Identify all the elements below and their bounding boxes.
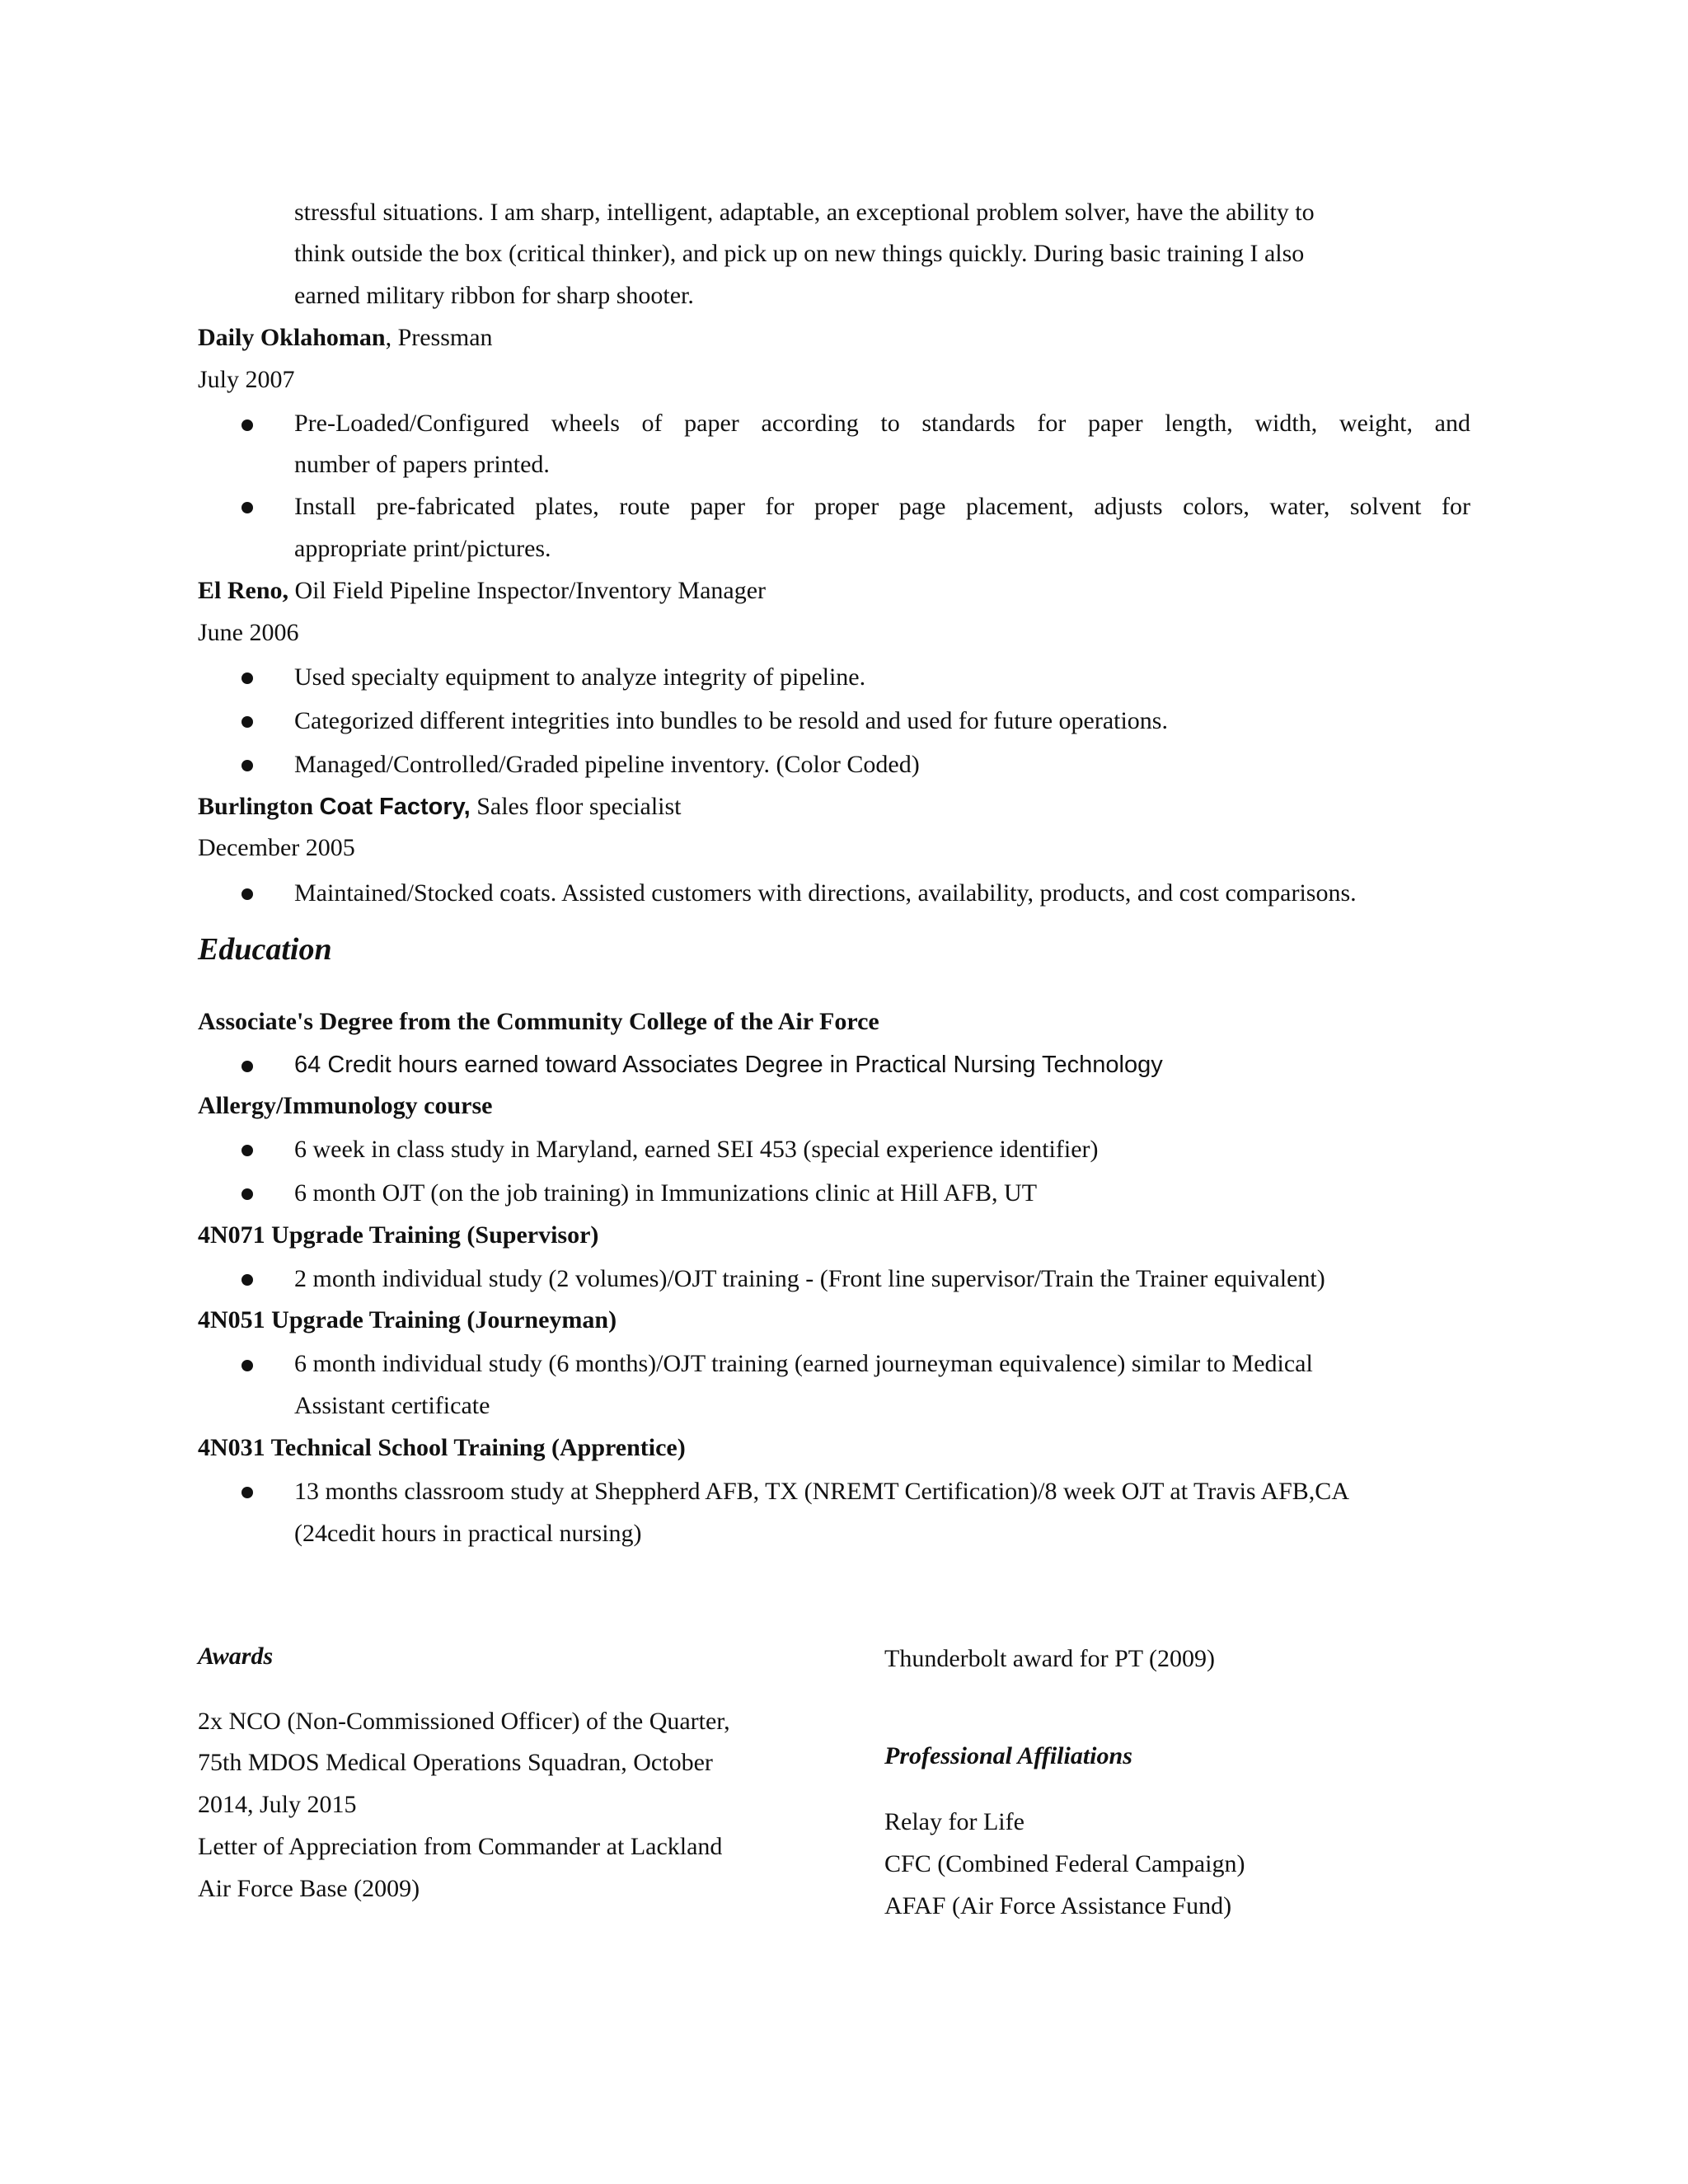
bullet-icon <box>241 1487 253 1498</box>
education-bullet-text-cont: Assistant certificate <box>294 1392 490 1419</box>
bullet-icon <box>241 1274 253 1286</box>
education-heading: Education <box>198 932 332 967</box>
job-bullet-text: Categorized different integrities into bundles to be resold and used for future operations. <box>294 707 1168 734</box>
job-bullet-text: Managed/Controlled/Graded pipeline inventory. (Color Coded) <box>294 751 920 778</box>
job-company: Daily Oklahoman <box>198 324 386 351</box>
affiliation-item: CFC (Combined Federal Campaign) <box>884 1850 1245 1877</box>
bullet-icon <box>241 419 253 431</box>
affiliations-heading: Professional Affiliations <box>884 1742 1132 1769</box>
job-heading <box>198 323 493 353</box>
job-bullet-text: Maintained/Stocked coats. Assisted customers with directions, availability, products, and cost comparisons. <box>294 879 1357 907</box>
job-title: Oil Field Pipeline Inspector/Inventory Manager <box>288 577 767 604</box>
job-company: El Reno, <box>198 577 289 604</box>
bullet-icon <box>241 888 253 900</box>
job-heading <box>198 576 766 606</box>
bullet-icon <box>241 1145 253 1156</box>
affiliation-item: Relay for Life <box>884 1808 1025 1835</box>
job-bullet-text-cont: number of papers printed. <box>294 451 550 478</box>
bullet-icon <box>241 502 253 513</box>
job-bullet-text: Used specialty equipment to analyze integrity of pipeline. <box>294 663 866 691</box>
job-title: , Pressman <box>385 324 493 351</box>
awards-line: Air Force Base (2009) <box>198 1875 420 1902</box>
education-bullet-text: 13 months classroom study at Sheppherd AFB, TX (NREMT Certification)/8 week OJT at Travis AFB,CA <box>294 1478 1349 1505</box>
education-item-title: 4N051 Upgrade Training (Journeyman) <box>198 1306 617 1333</box>
bullet-icon <box>241 760 253 771</box>
education-item-title: Allergy/Immunology course <box>198 1092 493 1119</box>
intro-line-3: earned military ribbon for sharp shooter. <box>294 282 694 309</box>
bullet-icon <box>241 673 253 684</box>
job-title: Sales floor specialist <box>470 793 682 820</box>
awards-line: 2014, July 2015 <box>198 1791 357 1818</box>
bullet-icon <box>241 1360 253 1371</box>
job-company: Burlington <box>198 793 320 820</box>
education-bullet-text-cont: (24cedit hours in practical nursing) <box>294 1520 642 1547</box>
affiliation-item: AFAF (Air Force Assistance Fund) <box>884 1892 1232 1919</box>
education-bullet-text: 6 month individual study (6 months)/OJT training (earned journeyman equivalence) similar to Medical <box>294 1350 1313 1377</box>
job-bullet-text: Install pre-fabricated plates, route paper for proper page placement, adjusts colors, water, solvent for <box>294 493 1470 520</box>
intro-line-2: think outside the box (critical thinker), and pick up on new things quickly. During basic training I also <box>294 240 1305 267</box>
education-item-title: 4N071 Upgrade Training (Supervisor) <box>198 1221 599 1249</box>
awards-heading: Awards <box>198 1643 274 1670</box>
awards-line: 2x NCO (Non-Commissioned Officer) of the Quarter, <box>198 1708 730 1735</box>
education-item-title: Associate's Degree from the Community College of the Air Force <box>198 1008 879 1035</box>
job-heading <box>198 792 682 822</box>
education-bullet-text: 6 week in class study in Maryland, earned SEI 453 (special experience identifier) <box>294 1136 1099 1163</box>
bullet-icon <box>241 1061 253 1072</box>
bullet-icon <box>241 1188 253 1200</box>
education-bullet-text: 64 Credit hours earned toward Associates Degree in Practical Nursing Technology <box>294 1052 1163 1078</box>
intro-line-1: stressful situations. I am sharp, intelligent, adaptable, an exceptional problem solver, have the ability to <box>294 199 1315 226</box>
education-item-title: 4N031 Technical School Training (Apprentice) <box>198 1434 686 1461</box>
education-bullet-text: 6 month OJT (on the job training) in Immunizations clinic at Hill AFB, UT <box>294 1179 1038 1207</box>
job-company-sans: Coat Factory, <box>319 794 471 820</box>
job-bullet-text-cont: appropriate print/pictures. <box>294 535 551 562</box>
awards-line: 75th MDOS Medical Operations Squadran, October <box>198 1749 713 1776</box>
bullet-icon <box>241 716 253 728</box>
awards-line-right: Thunderbolt award for PT (2009) <box>884 1645 1216 1672</box>
job-date: June 2006 <box>198 619 299 646</box>
job-date: December 2005 <box>198 834 355 861</box>
education-bullet-text: 2 month individual study (2 volumes)/OJT training - (Front line supervisor/Train the Trainer equivalent) <box>294 1265 1325 1292</box>
job-date: July 2007 <box>198 366 295 393</box>
awards-line: Letter of Appreciation from Commander at Lackland <box>198 1833 723 1860</box>
job-bullet-text: Pre-Loaded/Configured wheels of paper according to standards for paper length, width, weight, and <box>294 410 1470 437</box>
